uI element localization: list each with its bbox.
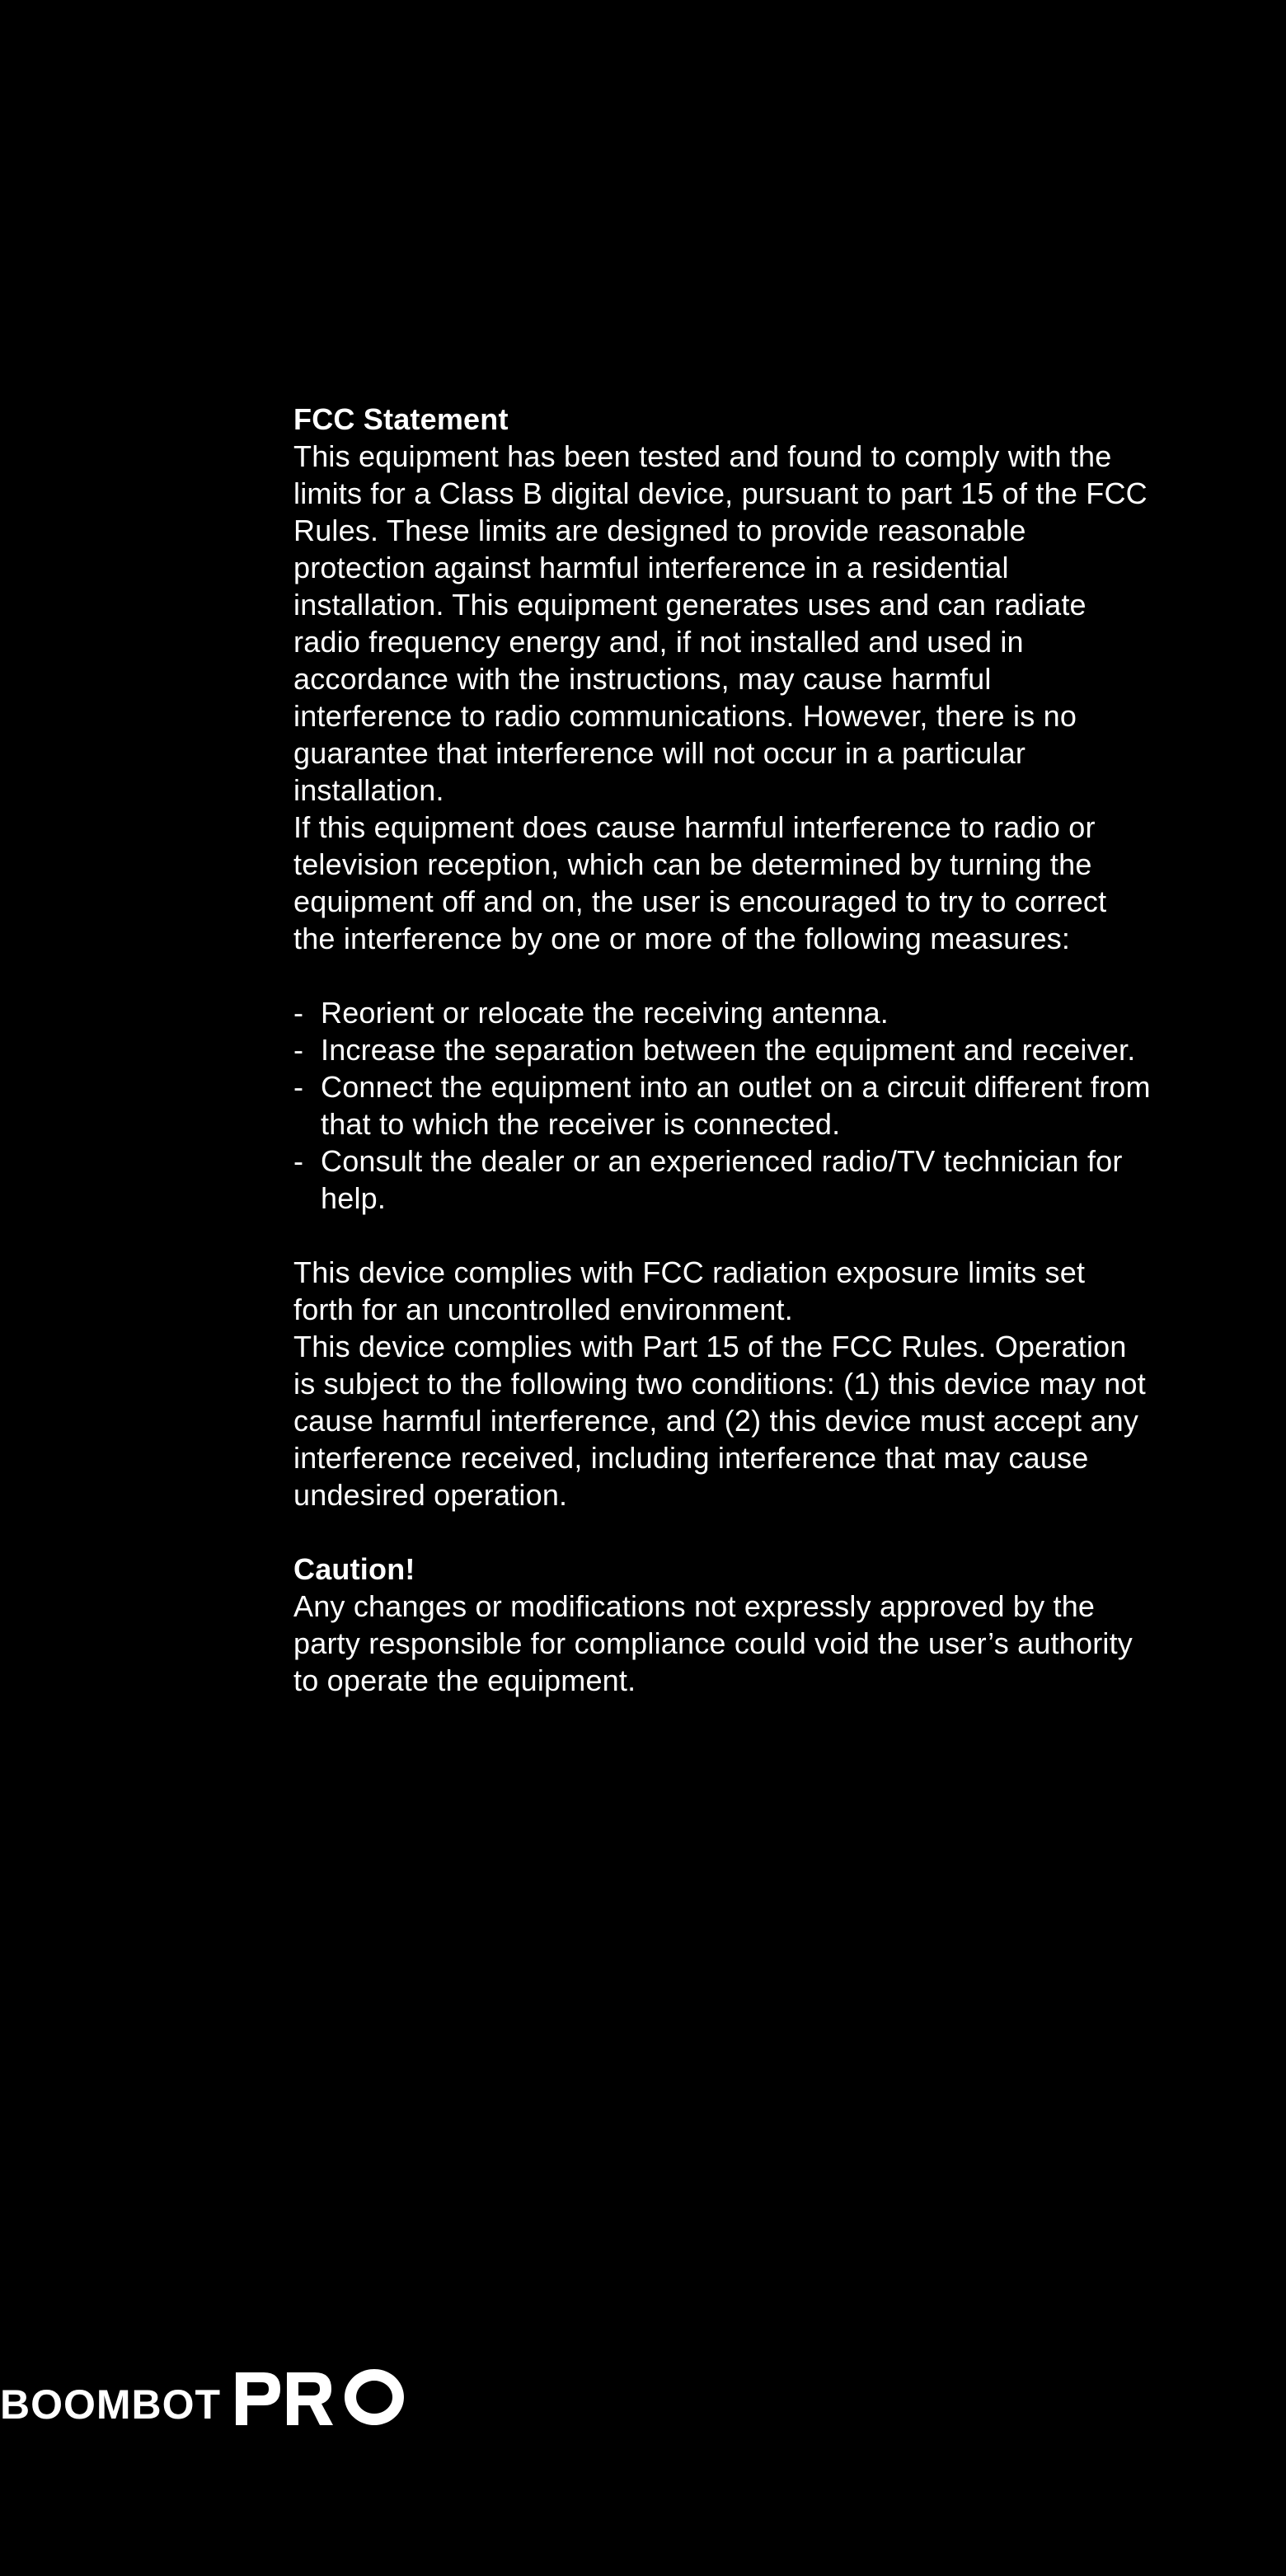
caution-title: Caution! bbox=[293, 1552, 415, 1586]
bullet-dash: - bbox=[293, 1033, 304, 1067]
fcc-statement-title: FCC Statement bbox=[293, 402, 509, 436]
bullet-dash: - bbox=[293, 1070, 304, 1104]
logo-wordmark: BOOMBOT bbox=[0, 2381, 222, 2428]
pro-lettering-icon bbox=[232, 2367, 410, 2427]
list-item bbox=[293, 1031, 1151, 1068]
measure-text: Connect the equipment into an outlet on a circuit different from that to which the receiver is connected. bbox=[321, 1070, 1151, 1141]
measures-list bbox=[293, 994, 1151, 1217]
spacer bbox=[293, 1513, 1151, 1551]
caution-text: Any changes or modifications not expressly approved by the party responsible for compliance could void the user’s authority to operate the equipment. bbox=[293, 1589, 1133, 1697]
brand-logo bbox=[0, 2364, 410, 2427]
measure-text: Consult the dealer or an experienced radio/TV technician for help. bbox=[321, 1144, 1123, 1215]
fcc-paragraph-1: This equipment has been tested and found to comply with the limits for a Class B digital device, pursuant to part 15 of the FCC Rules. These limits are designed to provide reasonable protection against harmful interference in a residential installation. This equipment generates uses and can radiate radio frequency energy and, if not installed and used in accordance with the instructions, may cause harmful interference to radio communications. However, there is no guarantee that interference will not occur in a particular installation. bbox=[293, 439, 1148, 807]
measure-text: Reorient or relocate the receiving antenna. bbox=[321, 996, 889, 1030]
spacer bbox=[293, 1217, 1151, 1254]
fcc-paragraph-3: This device complies with FCC radiation exposure limits set forth for an uncontrolled environment. bbox=[293, 1255, 1086, 1326]
list-item bbox=[293, 994, 1151, 1031]
fcc-statement-section bbox=[293, 401, 1151, 1699]
fcc-paragraph-2: If this equipment does cause harmful interference to radio or television reception, which can be determined by turning the equipment off and on, the user is encouraged to try to correct the interference by one or more of the following measures: bbox=[293, 810, 1107, 955]
bullet-dash: - bbox=[293, 996, 304, 1030]
measure-text: Increase the separation between the equipment and receiver. bbox=[321, 1033, 1136, 1067]
logo-pro-mark bbox=[232, 2367, 410, 2427]
list-item bbox=[293, 1068, 1151, 1143]
fcc-paragraph-4: This device complies with Part 15 of the FCC Rules. Operation is subject to the following two conditions: (1) this device may not cause harmful interference, and (2) this device must accept any interference received, including interference that may cause undesired operation. bbox=[293, 1330, 1146, 1512]
spacer bbox=[293, 957, 1151, 994]
list-item bbox=[293, 1143, 1151, 1217]
bullet-dash: - bbox=[293, 1144, 304, 1178]
